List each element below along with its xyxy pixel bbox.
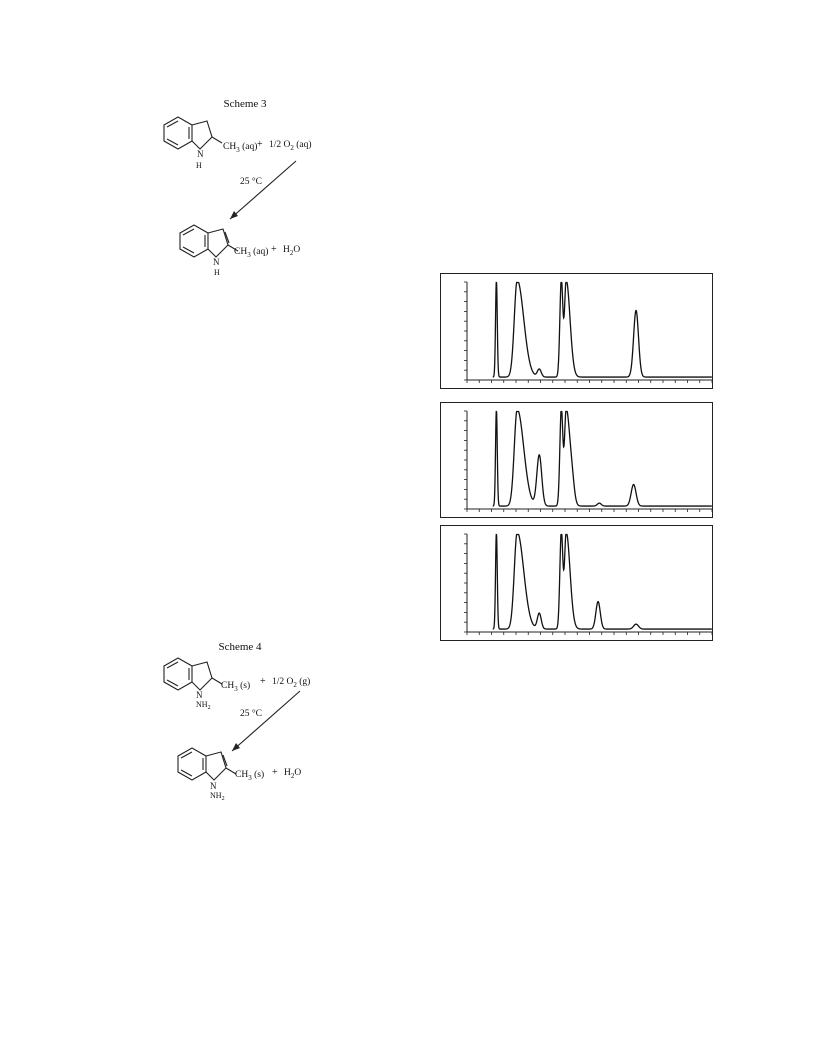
chromatogram-3 [441,526,714,642]
reactant-aminoindoline-structure [164,658,222,690]
water-product: $H_2O$ [283,245,301,257]
reactant-nh2-label: $NH_2$ [196,700,211,711]
plus-sign: + [257,139,263,150]
scheme-4-reaction [150,656,365,806]
chromatogram-panel-1 [440,273,713,389]
product-aminoindole-structure [178,748,236,780]
reactant-n-label: N [196,690,203,700]
chromatogram-trace [493,282,712,377]
reactant-n-label: N [197,149,204,159]
reactant-substituent: $CH_3$ (aq) [223,142,258,154]
scheme-3-reaction [150,115,360,285]
scheme-4-title: Scheme 4 [218,641,262,653]
reaction-arrow [230,161,296,219]
reaction-condition: 25 °C [240,709,263,719]
oxygen-reagent: 1/2 $O_2$ (aq) [269,140,312,152]
chromatogram-trace [493,411,712,506]
oxygen-reagent: 1/2 $O_2$ (g) [272,677,311,689]
chromatogram-1 [441,274,714,390]
reactant-h-label: H [196,161,202,170]
product-n-label: N [210,781,217,791]
scheme-3-title: Scheme 3 [223,98,267,110]
reactant-indoline-structure [164,117,222,149]
reaction-condition: 25 °C [240,177,263,187]
chromatogram-panel-3 [440,525,713,641]
plus-sign: + [260,676,266,687]
product-indole-structure [180,225,238,257]
product-substituent: $CH_3$ (aq) [234,247,269,259]
chromatogram-2 [441,403,714,519]
chromatogram-trace [493,534,712,629]
reaction-arrow [232,691,300,751]
product-nh2-label: $NH_2$ [210,791,225,802]
plus-sign: + [272,767,278,778]
product-substituent: $CH_3$ (s) [235,770,265,782]
plus-sign: + [271,244,277,255]
chromatogram-panel-2 [440,402,713,518]
water-product: $H_2O$ [284,768,302,780]
reactant-substituent: $CH_3$ (s) [221,681,251,693]
product-h-label: H [214,268,220,277]
product-n-label: N [213,257,220,267]
